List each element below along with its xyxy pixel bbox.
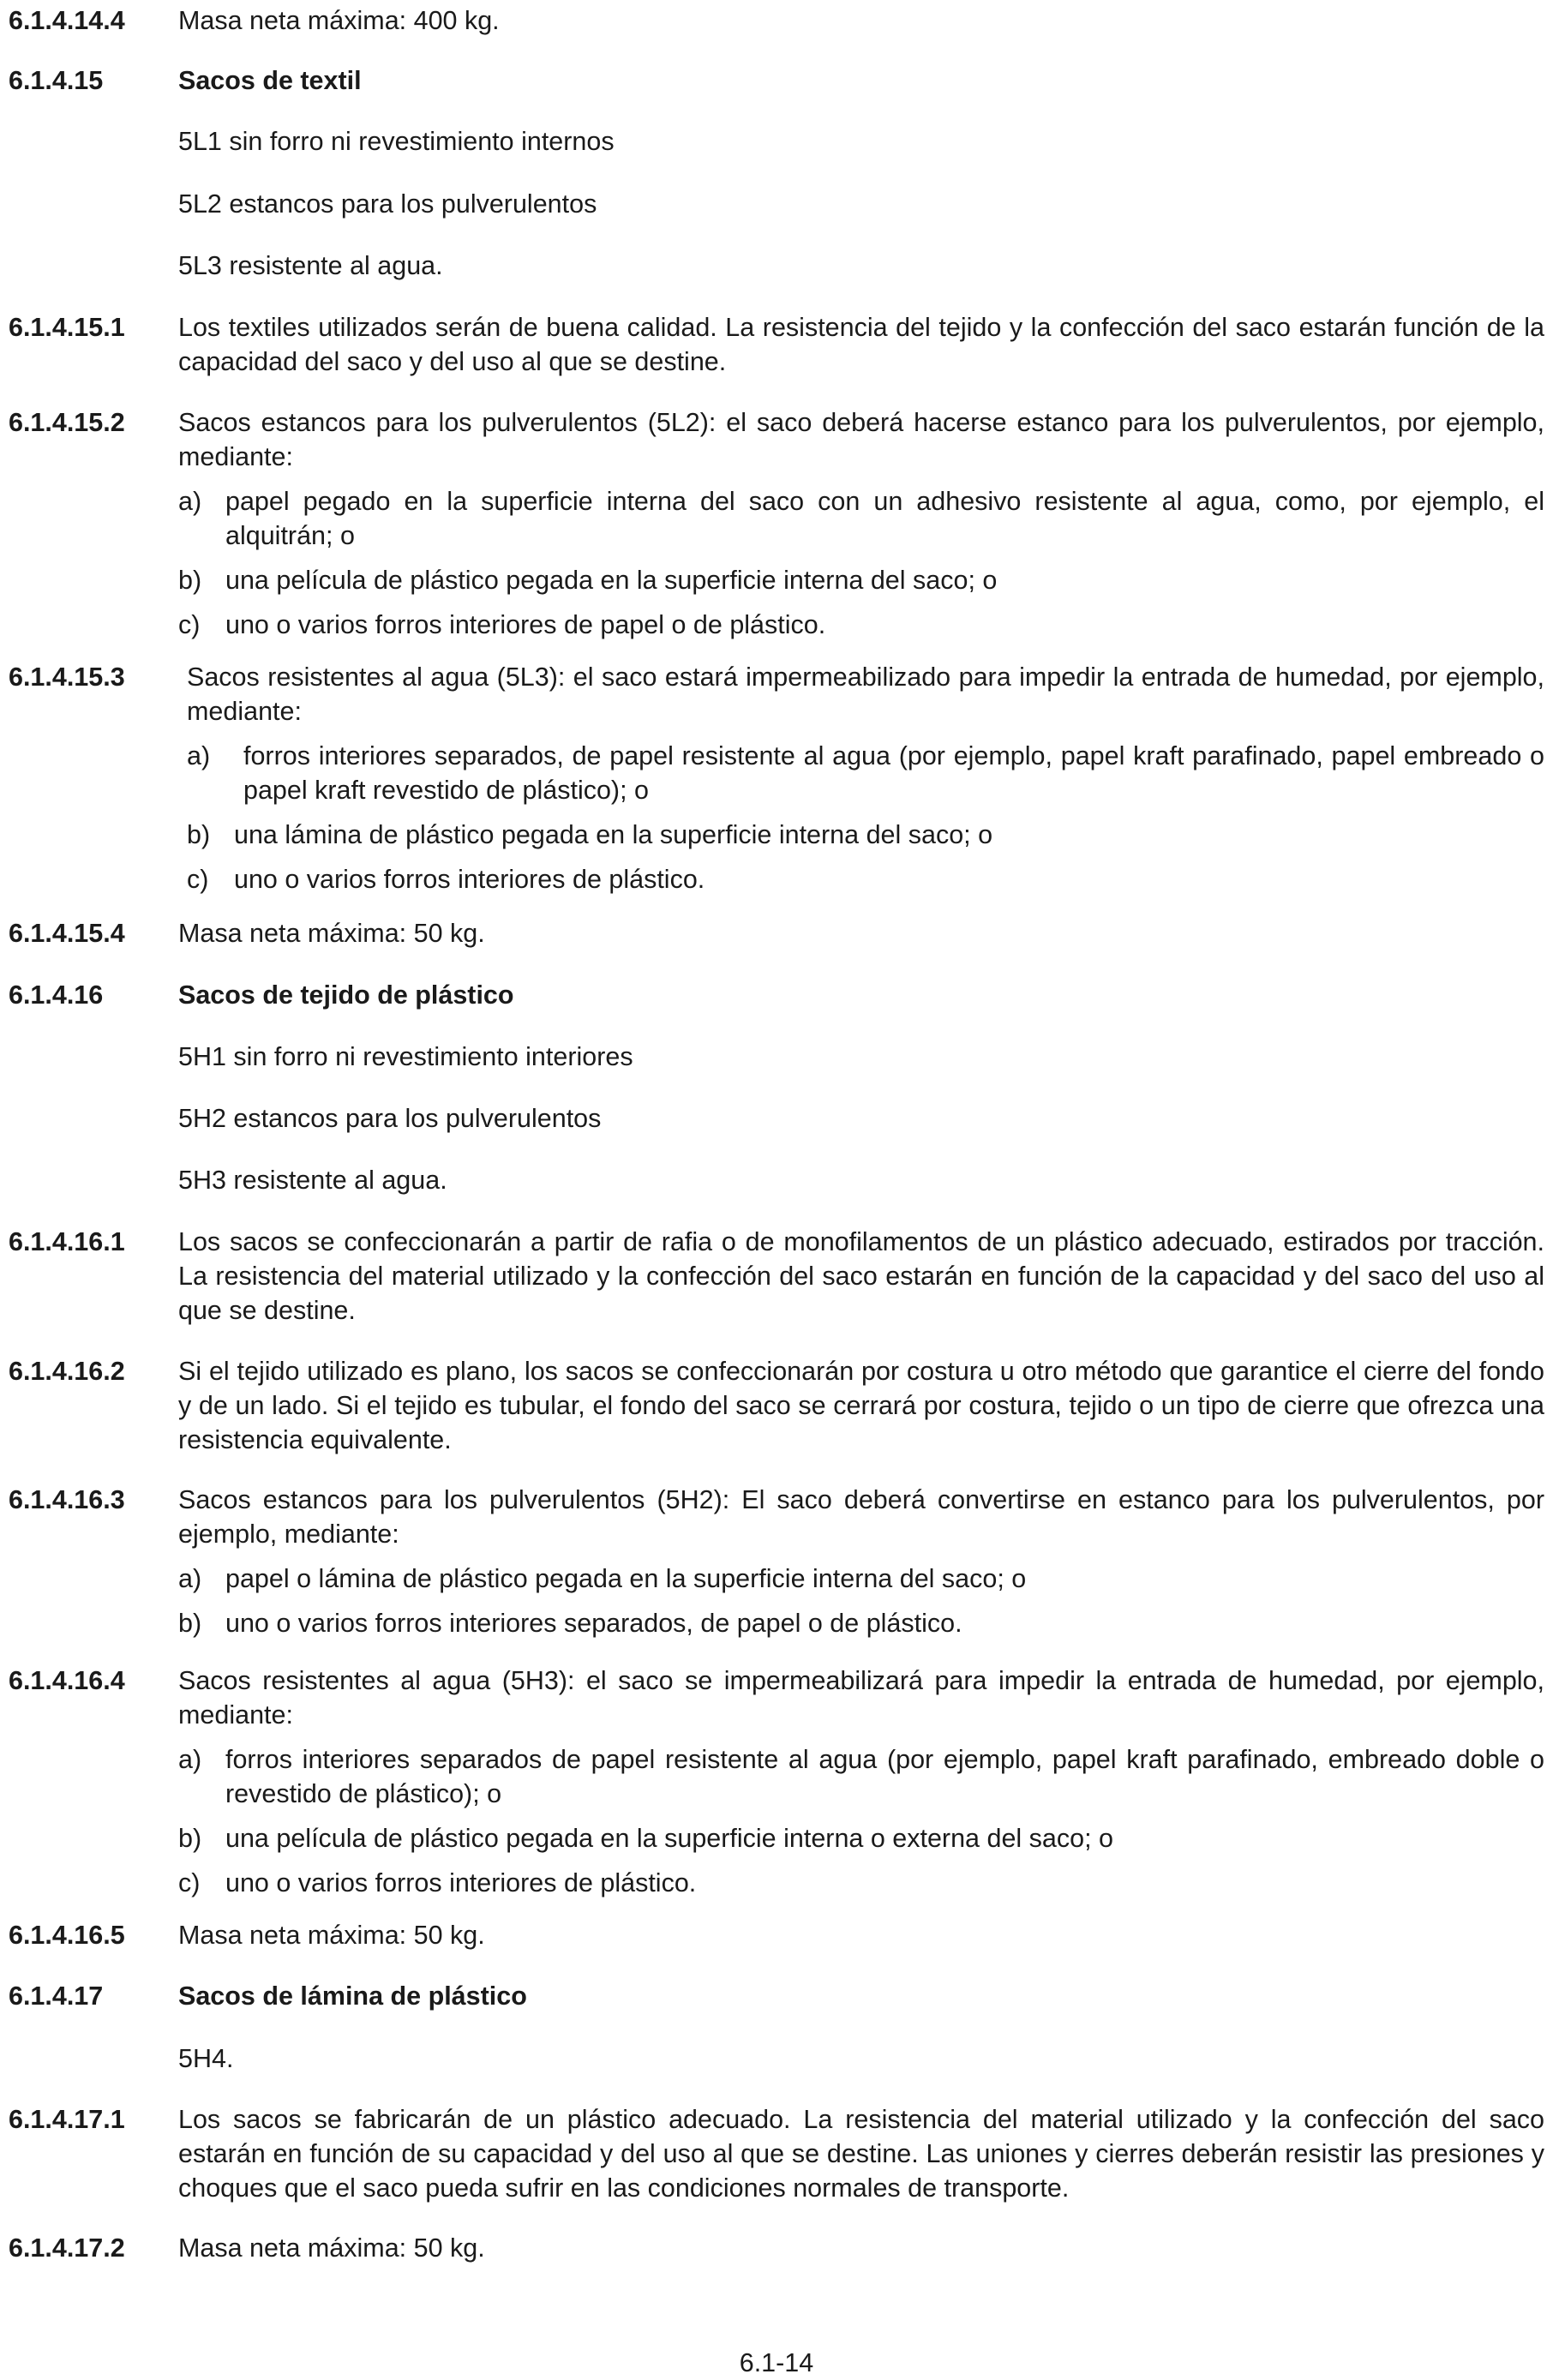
code-text: 5L2 estancos para los pulverulentos bbox=[178, 189, 597, 219]
section-text: Masa neta máxima: 400 kg. bbox=[178, 6, 500, 35]
code-text: 5L1 sin forro ni revestimiento internos bbox=[178, 127, 615, 156]
code-text: 5H4. bbox=[178, 2044, 234, 2073]
list-letter: a) bbox=[187, 741, 211, 770]
list-item bbox=[178, 563, 1544, 597]
code-line-5l2 bbox=[9, 187, 1544, 221]
section-number: 6.1.4.16.5 bbox=[9, 1921, 125, 1950]
list-letter: b) bbox=[187, 820, 211, 849]
section-heading: Sacos de textil bbox=[178, 66, 362, 95]
section-text: Los sacos se confeccionarán a partir de rafia o de monofilamentos de un plástico adecuado, estirados por tracción. La resistencia del material utilizado y la confección del saco estarán en función de la capacidad y del saco del uso al que se destine. bbox=[178, 1227, 1544, 1325]
section-text: Los textiles utilizados serán de buena calidad. La resistencia del tejido y la confección del saco estarán función de la capacidad del saco y del uso al que se destine. bbox=[178, 313, 1544, 376]
section-number: 6.1.4.15 bbox=[9, 66, 104, 95]
list-item bbox=[178, 1606, 1544, 1640]
section-6-1-4-15-3 bbox=[9, 660, 1544, 896]
section-6-1-4-16-3 bbox=[9, 1483, 1544, 1640]
section-number: 6.1.4.15.3 bbox=[9, 662, 125, 692]
section-number: 6.1.4.17.2 bbox=[9, 2233, 125, 2263]
section-number: 6.1.4.15.4 bbox=[9, 919, 125, 948]
list-text: papel pegado en la superficie interna del saco con un adhesivo resistente al agua, como, por ejemplo, el alquitrán; o bbox=[225, 487, 1544, 550]
list-text: forros interiores separados, de papel resistente al agua (por ejemplo, papel kraft parafinado, papel embreado o papel kraft revestido de plástico); o bbox=[243, 741, 1544, 805]
list-letter: c) bbox=[187, 865, 209, 894]
section-text: Sacos estancos para los pulverulentos (5H2): El saco deberá convertirse en estanco para los pulverulentos, por ejemplo, mediante: bbox=[178, 1485, 1544, 1549]
list-letter: c) bbox=[178, 1868, 201, 1897]
section-6-1-4-15-1 bbox=[9, 310, 1544, 379]
code-text: 5H1 sin forro ni revestimiento interiores bbox=[178, 1042, 633, 1071]
section-text: Sacos resistentes al agua (5H3): el saco se impermeabilizará para impedir la entrada de humedad, por ejemplo, mediante: bbox=[178, 1666, 1544, 1730]
list-text: una lámina de plástico pegada en la superficie interna del saco; o bbox=[234, 820, 993, 849]
code-line-5h3 bbox=[9, 1163, 1544, 1197]
list-item bbox=[178, 1866, 1544, 1900]
list-letter: a) bbox=[178, 1564, 202, 1593]
list-item bbox=[178, 1821, 1544, 1855]
list-item bbox=[187, 862, 1544, 896]
code-line-5l1 bbox=[9, 124, 1544, 159]
section-text: Los sacos se fabricarán de un plástico adecuado. La resistencia del material utilizado y la confección del saco estarán en función de su capacidad y del uso al que se destine. Las uniones y cierres deberán resistir las presiones y choques que el saco pueda sufrir en las condiciones normales de transporte. bbox=[178, 2105, 1544, 2203]
section-text: Masa neta máxima: 50 kg. bbox=[178, 2233, 485, 2263]
section-number: 6.1.4.15.1 bbox=[9, 313, 125, 342]
section-number: 6.1.4.17.1 bbox=[9, 2105, 125, 2134]
list-letter: a) bbox=[178, 1745, 202, 1774]
section-number: 6.1.4.14.4 bbox=[9, 6, 125, 35]
section-number: 6.1.4.16.3 bbox=[9, 1485, 125, 1514]
list-letter: b) bbox=[178, 1609, 202, 1638]
section-6-1-4-16-5 bbox=[9, 1918, 1544, 1952]
section-text: Si el tejido utilizado es plano, los sacos se confeccionarán por costura u otro método que garantice el cierre del fondo y de un lado. Si el tejido es tubular, el fondo del saco se cerrará por costura, tejido o un tipo de cierre que ofrezca una resistencia equivalente. bbox=[178, 1357, 1544, 1454]
section-text: Masa neta máxima: 50 kg. bbox=[178, 919, 485, 948]
list-text: papel o lámina de plástico pegada en la superficie interna del saco; o bbox=[225, 1564, 1027, 1593]
list-text: una película de plástico pegada en la superficie interna o externa del saco; o bbox=[225, 1824, 1114, 1853]
section-text: Sacos estancos para los pulverulentos (5L2): el saco deberá hacerse estanco para los pulverulentos, por ejemplo, mediante: bbox=[178, 408, 1544, 471]
code-line-5h2 bbox=[9, 1101, 1544, 1136]
list-item bbox=[178, 484, 1544, 553]
code-text: 5L3 resistente al agua. bbox=[178, 251, 443, 280]
section-number: 6.1.4.17 bbox=[9, 1981, 104, 2011]
code-text: 5H3 resistente al agua. bbox=[178, 1166, 447, 1195]
section-6-1-4-17 bbox=[9, 1979, 1544, 2013]
section-6-1-4-16-4 bbox=[9, 1664, 1544, 1900]
list-text: forros interiores separados de papel resistente al agua (por ejemplo, papel kraft parafinado, embreado doble o revestido de plástico); o bbox=[225, 1745, 1544, 1808]
section-number: 6.1.4.16.1 bbox=[9, 1227, 125, 1256]
list-text: una película de plástico pegada en la superficie interna del saco; o bbox=[225, 566, 998, 595]
section-6-1-4-15-4 bbox=[9, 916, 1544, 950]
section-6-1-4-16 bbox=[9, 978, 1544, 1012]
code-line-5h4 bbox=[9, 2041, 1544, 2076]
section-6-1-4-17-1 bbox=[9, 2102, 1544, 2205]
section-6-1-4-16-1 bbox=[9, 1225, 1544, 1328]
code-line-5l3 bbox=[9, 249, 1544, 283]
list-text: uno o varios forros interiores de papel o de plástico. bbox=[225, 610, 826, 639]
list-item bbox=[178, 1562, 1544, 1596]
list-letter: c) bbox=[178, 610, 201, 639]
list-item bbox=[187, 739, 1544, 807]
section-6-1-4-15-2 bbox=[9, 405, 1544, 642]
section-6-1-4-14-4 bbox=[9, 3, 1544, 38]
section-number: 6.1.4.15.2 bbox=[9, 408, 125, 437]
list-text: uno o varios forros interiores de plástico. bbox=[234, 865, 705, 894]
section-heading: Sacos de lámina de plástico bbox=[178, 1981, 527, 2011]
list-item bbox=[187, 818, 1544, 852]
list-letter: a) bbox=[178, 487, 202, 516]
section-heading: Sacos de tejido de plástico bbox=[178, 980, 514, 1010]
section-text: Sacos resistentes al agua (5L3): el saco estará impermeabilizado para impedir la entrada de humedad, por ejemplo, mediante: bbox=[187, 662, 1544, 726]
code-line-5h1 bbox=[9, 1040, 1544, 1074]
section-6-1-4-15 bbox=[9, 63, 1544, 98]
list-text: uno o varios forros interiores de plástico. bbox=[225, 1868, 697, 1897]
list-item bbox=[178, 1742, 1544, 1811]
list-item bbox=[178, 608, 1544, 642]
page-number: 6.1-14 bbox=[739, 2348, 814, 2377]
section-text: Masa neta máxima: 50 kg. bbox=[178, 1921, 485, 1950]
section-6-1-4-16-2 bbox=[9, 1354, 1544, 1457]
list-letter: b) bbox=[178, 566, 202, 595]
list-letter: b) bbox=[178, 1824, 202, 1853]
section-number: 6.1.4.16 bbox=[9, 980, 104, 1010]
list-text: uno o varios forros interiores separados, de papel o de plástico. bbox=[225, 1609, 962, 1638]
section-6-1-4-17-2 bbox=[9, 2231, 1544, 2265]
code-text: 5H2 estancos para los pulverulentos bbox=[178, 1104, 602, 1133]
section-number: 6.1.4.16.2 bbox=[9, 1357, 125, 1386]
section-number: 6.1.4.16.4 bbox=[9, 1666, 125, 1695]
